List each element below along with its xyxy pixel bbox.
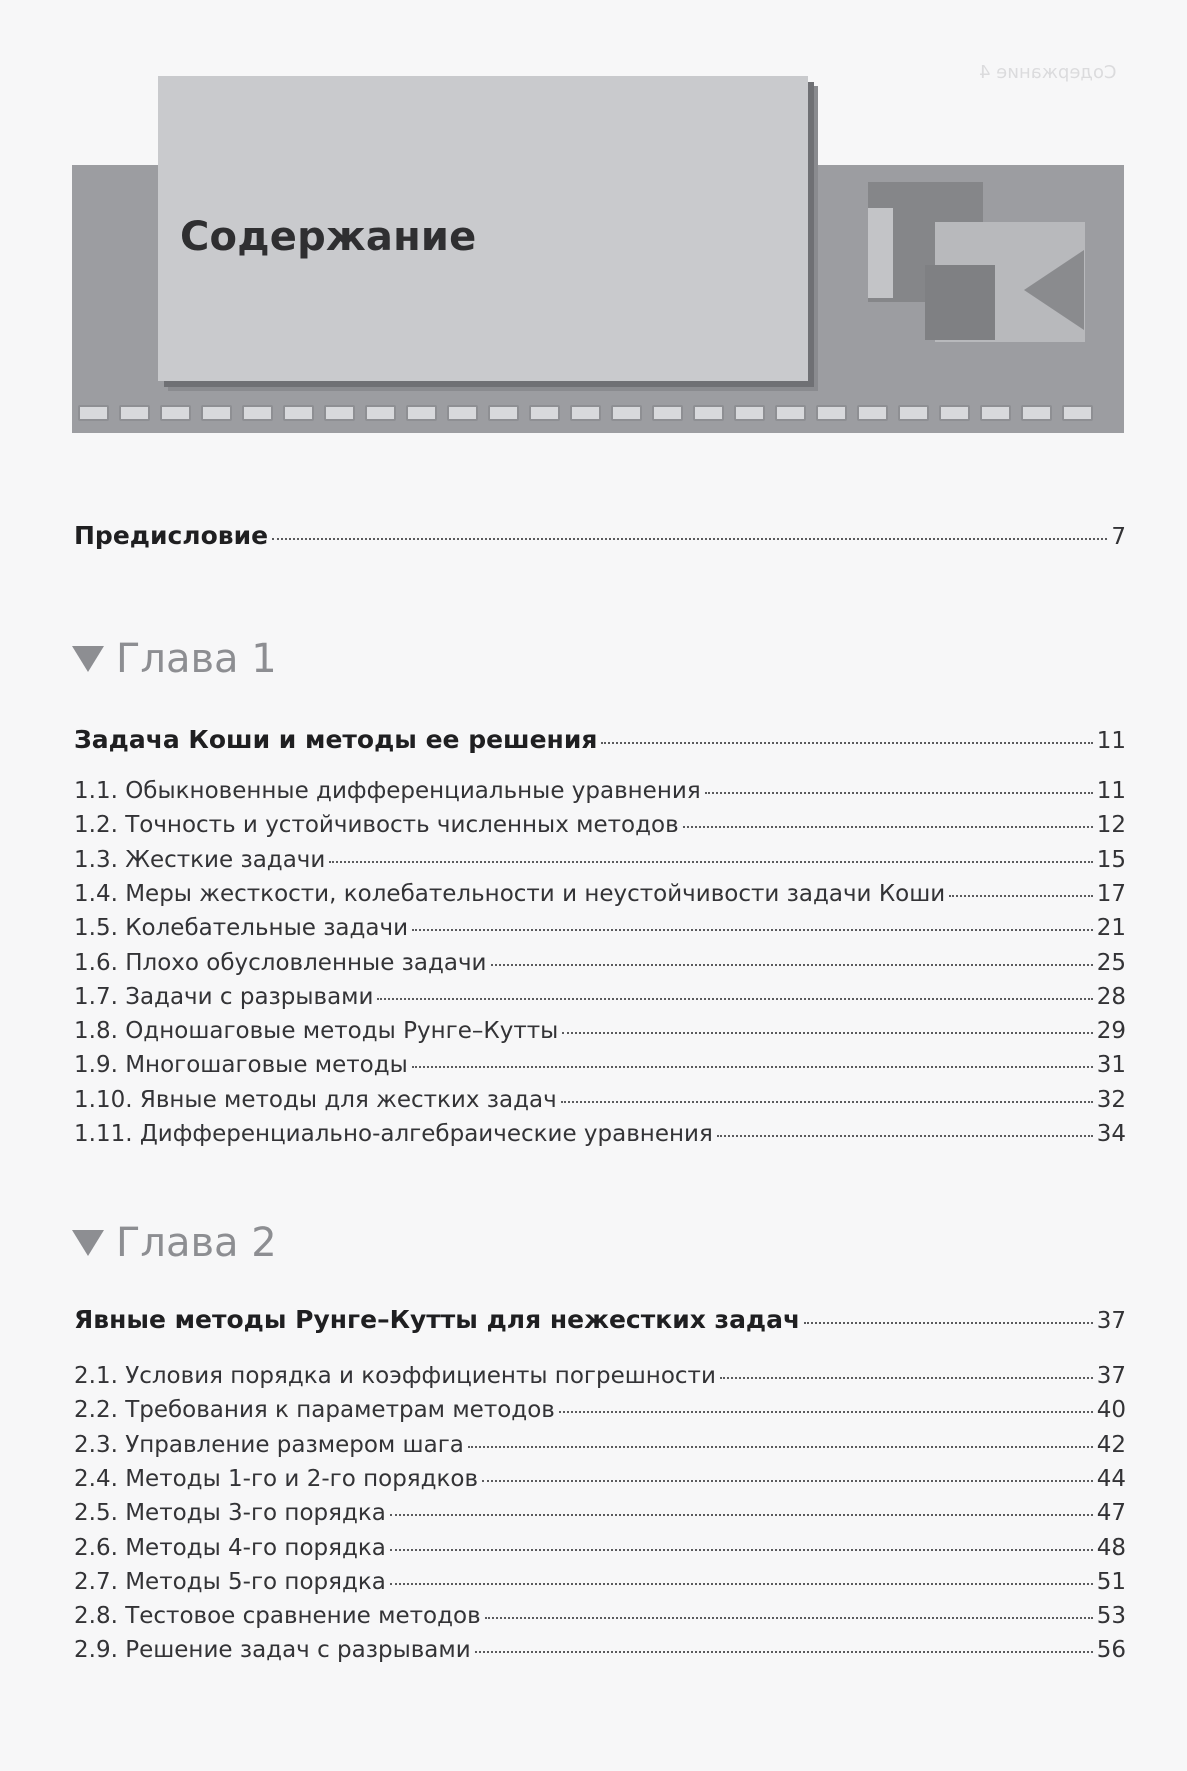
- toc-entry-page: 37: [1096, 1363, 1126, 1389]
- film-hole: [775, 405, 806, 421]
- toc-entry-page: 25: [1096, 949, 1126, 976]
- toc-entry-label: 2.4. Методы 1-го и 2-го порядков: [74, 1465, 479, 1492]
- toc-entry-section[interactable]: [74, 846, 1126, 874]
- toc-entry-chapter-title[interactable]: [74, 726, 1126, 755]
- leader-dots: [482, 1479, 1093, 1482]
- toc-entry-section[interactable]: [74, 1499, 1126, 1527]
- film-hole: [898, 405, 929, 421]
- toc-entry-label: Явные методы Рунге–Кутты для нежестких задач: [74, 1305, 801, 1334]
- leader-dots: [475, 1650, 1093, 1653]
- toc-entry-section[interactable]: [74, 1636, 1126, 1664]
- film-hole: [78, 405, 109, 421]
- toc-entry-page: 32: [1096, 1086, 1126, 1113]
- film-hole: [119, 405, 150, 421]
- toc-entry-page: 53: [1096, 1603, 1126, 1630]
- banner-decoration: [925, 265, 995, 340]
- bleed-through-title: Содержание: [996, 62, 1117, 83]
- toc-entry-label: 1.6. Плохо обусловленные задачи: [74, 949, 487, 976]
- toc-entry-section[interactable]: [74, 1568, 1126, 1596]
- toc-entry-section[interactable]: [74, 777, 1126, 805]
- leader-dots: [412, 1065, 1093, 1068]
- toc-entry-label: 1.9. Многошаговые методы: [74, 1052, 408, 1079]
- film-hole: [652, 405, 683, 421]
- film-strip-decoration: [72, 405, 1124, 425]
- toc-entry-label: 1.7. Задачи с разрывами: [74, 983, 374, 1010]
- leader-dots: [705, 791, 1093, 794]
- toc-entry-label: 2.3. Управление размером шага: [74, 1431, 464, 1458]
- toc-entry-page: 31: [1096, 1052, 1126, 1079]
- chapter-heading-text: Глава 2: [116, 1220, 277, 1266]
- leader-dots: [601, 741, 1092, 744]
- film-hole: [570, 405, 601, 421]
- leader-dots: [390, 1513, 1093, 1516]
- film-hole: [693, 405, 724, 421]
- film-hole: [160, 405, 191, 421]
- toc-entry-label: 2.8. Тестовое сравнение методов: [74, 1603, 481, 1630]
- film-hole: [488, 405, 519, 421]
- toc-entry-section[interactable]: [74, 811, 1126, 839]
- toc-entry-page: 48: [1096, 1534, 1126, 1561]
- leader-dots: [717, 1134, 1093, 1137]
- toc-entry-label: 2.9. Решение задач с разрывами: [74, 1637, 471, 1664]
- toc-entry-label: 2.6. Методы 4-го порядка: [74, 1534, 386, 1561]
- leader-dots: [272, 537, 1107, 540]
- film-hole: [857, 405, 888, 421]
- film-hole: [1021, 405, 1052, 421]
- toc-entry-page: 37: [1096, 1308, 1126, 1334]
- chapter-heading: [72, 1220, 277, 1266]
- toc-entry-label: 1.11. Дифференциально-алгебраические уравнения: [74, 1121, 713, 1147]
- film-hole: [734, 405, 765, 421]
- film-hole: [939, 405, 970, 421]
- film-hole: [242, 405, 273, 421]
- bleed-through-page-number: 4: [979, 62, 991, 83]
- banner-decoration: [1024, 250, 1084, 330]
- toc-entry-page: 29: [1096, 1018, 1126, 1045]
- toc-entry-section[interactable]: [74, 1017, 1126, 1045]
- toc-entry-page: 34: [1096, 1121, 1126, 1147]
- toc-entry-label: 1.8. Одношаговые методы Рунге–Кутты: [74, 1018, 559, 1045]
- toc-entry-preface[interactable]: [74, 522, 1126, 551]
- toc-entry-label: 1.10. Явные методы для жестких задач: [74, 1086, 557, 1113]
- toc-entry-label: 1.4. Меры жесткости, колебательности и неустойчивости задачи Коши: [74, 880, 946, 907]
- toc-entry-page: 47: [1096, 1500, 1126, 1527]
- film-hole: [201, 405, 232, 421]
- triangle-bullet-icon: [72, 646, 104, 672]
- toc-entry-section[interactable]: [74, 1431, 1126, 1459]
- toc-entry-page: 42: [1096, 1431, 1126, 1458]
- leader-dots: [390, 1582, 1093, 1585]
- leader-dots: [804, 1321, 1093, 1324]
- film-hole: [980, 405, 1011, 421]
- leader-dots: [562, 1031, 1092, 1034]
- toc-entry-label: 1.3. Жесткие задачи: [74, 846, 326, 873]
- toc-entry-page: 44: [1096, 1465, 1126, 1492]
- leader-dots: [485, 1616, 1093, 1619]
- leader-dots: [491, 963, 1093, 966]
- film-hole: [406, 405, 437, 421]
- leader-dots: [559, 1410, 1093, 1413]
- toc-entry-page: 15: [1096, 846, 1126, 873]
- toc-entry-label: 2.2. Требования к параметрам методов: [74, 1397, 555, 1424]
- toc-entry-label: 2.5. Методы 3-го порядка: [74, 1500, 386, 1527]
- toc-entry-section[interactable]: [74, 1051, 1126, 1079]
- leader-dots: [377, 997, 1092, 1000]
- triangle-bullet-icon: [72, 1230, 104, 1256]
- toc-entry-label: 1.5. Колебательные задачи: [74, 915, 409, 942]
- toc-entry-label: 2.7. Методы 5-го порядка: [74, 1568, 386, 1595]
- leader-dots: [329, 860, 1092, 863]
- toc-entry-page: 11: [1096, 778, 1126, 804]
- film-hole: [529, 405, 560, 421]
- toc-entry-page: 17: [1096, 880, 1126, 907]
- toc-entry-page: 11: [1096, 728, 1126, 754]
- toc-entry-page: 51: [1096, 1568, 1126, 1595]
- film-hole: [447, 405, 478, 421]
- leader-dots: [390, 1548, 1093, 1551]
- toc-entry-section[interactable]: [74, 949, 1126, 977]
- leader-dots: [468, 1445, 1093, 1448]
- toc-entry-section[interactable]: [74, 914, 1126, 942]
- toc-entry-section[interactable]: [74, 1362, 1126, 1390]
- toc-entry-section[interactable]: [74, 1534, 1126, 1562]
- toc-entry-page: 56: [1096, 1637, 1126, 1664]
- bleed-through-header: [979, 62, 1117, 83]
- film-hole: [611, 405, 642, 421]
- leader-dots: [949, 894, 1093, 897]
- film-hole: [324, 405, 355, 421]
- toc-entry-section[interactable]: [74, 1120, 1126, 1148]
- film-hole: [283, 405, 314, 421]
- toc-entry-page: 12: [1096, 812, 1126, 839]
- banner-decoration: [868, 208, 893, 298]
- film-hole: [365, 405, 396, 421]
- toc-entry-page: 40: [1096, 1397, 1126, 1424]
- toc-entry-section[interactable]: [74, 1396, 1126, 1424]
- toc-entry-section[interactable]: [74, 983, 1126, 1011]
- toc-entry-chapter-title[interactable]: [74, 1306, 1126, 1335]
- toc-entry-section[interactable]: [74, 1086, 1126, 1114]
- leader-dots: [412, 928, 1093, 931]
- chapter-heading-text: Глава 1: [116, 636, 277, 682]
- toc-entry-label: 2.1. Условия порядка и коэффициенты погрешности: [74, 1363, 716, 1389]
- page-title: Содержание: [180, 214, 477, 260]
- chapter-heading: [72, 636, 277, 682]
- toc-entry-section[interactable]: [74, 1465, 1126, 1493]
- toc-entry-section[interactable]: [74, 1602, 1126, 1630]
- leader-dots: [720, 1376, 1093, 1379]
- toc-entry-label: Предисловие: [74, 521, 269, 550]
- film-hole: [1062, 405, 1093, 421]
- toc-entry-page: 7: [1111, 524, 1126, 550]
- toc-entry-label: 1.1. Обыкновенные дифференциальные уравнения: [74, 778, 701, 804]
- toc-entry-page: 28: [1096, 983, 1126, 1010]
- toc-entry-label: 1.2. Точность и устойчивость численных методов: [74, 812, 679, 839]
- title-box: [158, 76, 808, 381]
- toc-entry-label: Задача Коши и методы ее решения: [74, 725, 598, 754]
- leader-dots: [561, 1100, 1093, 1103]
- toc-entry-section[interactable]: [74, 880, 1126, 908]
- leader-dots: [683, 825, 1093, 828]
- toc-entry-page: 21: [1096, 915, 1126, 942]
- film-hole: [816, 405, 847, 421]
